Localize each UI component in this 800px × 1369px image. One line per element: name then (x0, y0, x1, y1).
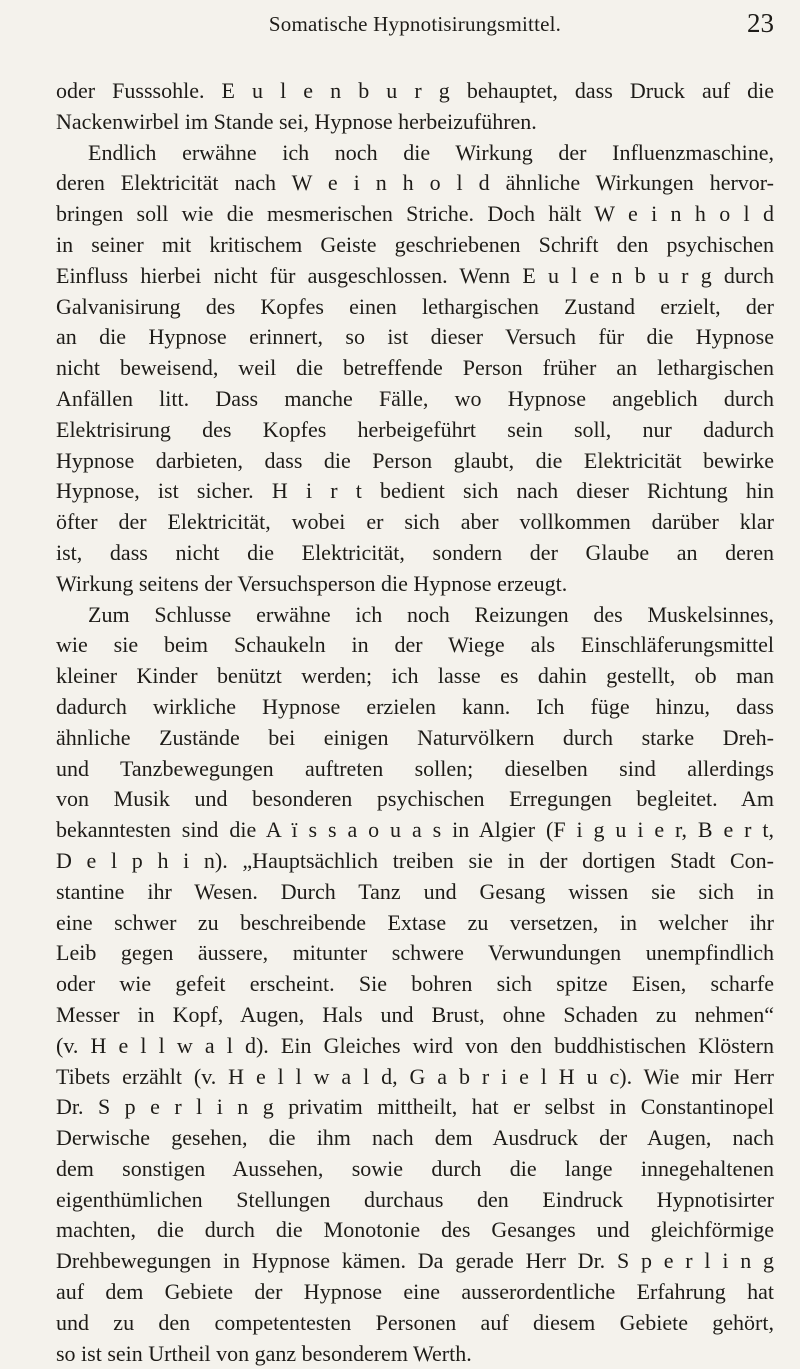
text-line: und zu den competentesten Personen auf diesem Gebiete gehört, (56, 1309, 774, 1335)
text-line: eigenthümlichen Stellungen durchaus den Eindruck Hypnotisirter (56, 1186, 774, 1212)
text-line: Galvanisirung des Kopfes einen lethargischen Zustand erzielt, der (56, 293, 774, 319)
text-line: auf dem Gebiete der Hypnose eine ausserordentliche Erfahrung hat (56, 1279, 774, 1305)
text-line: so ist sein Urtheil von ganz besonderem Werth. (56, 1340, 472, 1366)
text-line: Einfluss hierbei nicht für ausgeschlossen. Wenn E u l e n b u r g durch (56, 262, 774, 288)
text-line: Messer in Kopf, Augen, Hals und Brust, ohne Schaden zu nehmen“ (56, 1001, 774, 1027)
text-line: an die Hypnose erinnert, so ist dieser Versuch für die Hypnose (56, 324, 774, 350)
text-line: Wirkung seitens der Versuchsperson die Hypnose erzeugt. (56, 570, 568, 596)
text-line: deren Elektricität nach W e i n h o l d ähnliche Wirkungen hervor- (56, 170, 774, 196)
body-text (56, 76, 774, 1369)
text-line: kleiner Kinder benützt werden; ich lasse es dahin gestellt, ob man (56, 663, 774, 689)
page-header (56, 8, 774, 42)
text-line: nicht beweisend, weil die betreffende Person früher an lethargischen (56, 355, 774, 381)
text-line: oder Fusssohle. E u l e n b u r g behauptet, dass Druck auf die (56, 78, 774, 103)
text-line: (v. H e l l w a l d). Ein Gleiches wird von den buddhistischen Klöstern (56, 1032, 774, 1058)
running-title: Somatische Hypnotisirungsmittel. (268, 12, 562, 36)
text-line: öfter der Elektricität, wobei er sich aber vollkommen darüber klar (56, 509, 774, 535)
text-line: und Tanzbewegungen auftreten sollen; dieselben sind allerdings (56, 755, 774, 781)
text-line: ähnliche Zustände bei einigen Naturvölkern durch starke Dreh- (56, 724, 774, 750)
text-line: dadurch wirkliche Hypnose erzielen kann. Ich füge hinzu, dass (56, 693, 774, 719)
text-line: Hypnose, ist sicher. H i r t bedient sich nach dieser Richtung hin (56, 478, 774, 504)
text-line: bringen soll wie die mesmerischen Striche. Doch hält W e i n h o l d (56, 201, 774, 227)
text-line: machten, die durch die Monotonie des Gesanges und gleichförmige (56, 1217, 774, 1243)
text-line: stantine ihr Wesen. Durch Tanz und Gesang wissen sie sich in (56, 878, 774, 904)
text-line: eine schwer zu beschreibende Extase zu versetzen, in welcher ihr (56, 909, 774, 935)
text-line: Hypnose darbieten, dass die Person glaubt, die Elektricität bewirke (56, 447, 774, 473)
text-line: Zum Schlusse erwähne ich noch Reizungen des Muskelsinnes, (88, 601, 774, 627)
text-line: Tibets erzählt (v. H e l l w a l d, G a b r i e l H u c). Wie mir Herr (56, 1063, 774, 1089)
text-line: dem sonstigen Aussehen, sowie durch die lange innegehaltenen (56, 1155, 774, 1181)
text-line: Endlich erwähne ich noch die Wirkung der Influenzmaschine, (88, 139, 774, 165)
text-line: Drehbewegungen in Hypnose kämen. Da gerade Herr Dr. S p e r l i n g (56, 1248, 774, 1274)
text-line: in seiner mit kritischem Geiste geschriebenen Schrift den psychischen (56, 231, 774, 257)
text-line: oder wie gefeit erscheint. Sie bohren sich spitze Eisen, scharfe (56, 971, 774, 997)
text-line: Elektrisirung des Kopfes herbeigeführt sein soll, nur dadurch (56, 416, 774, 442)
text-line: Nackenwirbel im Stande sei, Hypnose herbeizuführen. (56, 108, 537, 134)
text-line: Anfällen litt. Dass manche Fälle, wo Hypnose angeblich durch (56, 385, 774, 411)
text-line: Derwische gesehen, die ihm nach dem Ausdruck der Augen, nach (56, 1125, 774, 1151)
text-line: bekanntesten sind die A ï s s a o u a s in Algier (F i g u i e r, B e r t, (56, 817, 774, 843)
text-line: Dr. S p e r l i n g privatim mittheilt, hat er selbst in Constantinopel (56, 1094, 774, 1120)
text-line: D e l p h i n). „Hauptsächlich treiben sie in der dortigen Stadt Con- (56, 847, 774, 873)
text-line: ist, dass nicht die Elektricität, sondern der Glaube an deren (56, 539, 774, 565)
page-number: 23 (747, 8, 774, 38)
text-line: von Musik und besonderen psychischen Erregungen begleitet. Am (56, 786, 774, 812)
text-line: Leib gegen äussere, mitunter schwere Verwundungen unempfindlich (56, 940, 774, 966)
text-line: wie sie beim Schaukeln in der Wiege als Einschläferungsmittel (56, 632, 774, 658)
